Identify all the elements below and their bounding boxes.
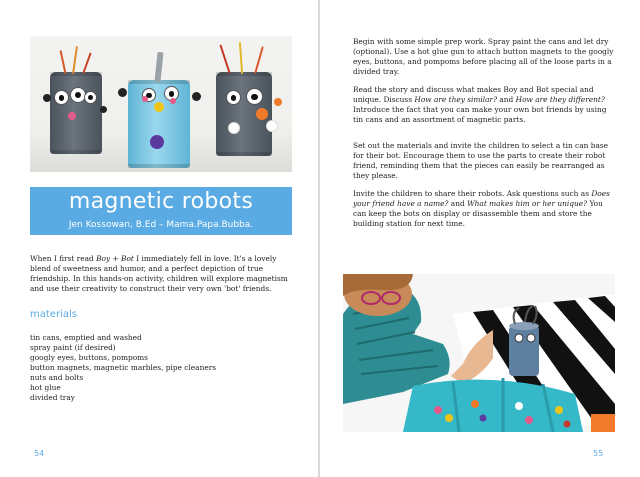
googly-eye bbox=[84, 91, 97, 104]
instruction-paragraph: Invite the children to share their robots. Ask questions such as Does your friend have a name? and What makes him or her unique? You can keep the bots on display or disassemble them and store the building station for next time. bbox=[353, 189, 610, 228]
materials-list bbox=[30, 333, 298, 403]
page-title: magnetic robots bbox=[68, 189, 254, 214]
googly-eye bbox=[54, 90, 69, 105]
googly-eye bbox=[226, 90, 241, 105]
googly-eye bbox=[246, 88, 263, 105]
intro-paragraph: When I first read Boy + Bot I immediately fell in love. It's a lovely blend of sweetness and humor, and a perfect depiction of true friendship. In this hands-on activity, children will explore magnetism and use their creativity to construct their very own 'bot' friends. bbox=[30, 254, 288, 293]
author-byline: Jen Kossowan, B.Ed – Mama.Papa.Bubba. bbox=[68, 220, 254, 230]
instruction-paragraph: Read the story and discuss what makes Boy and Bot special and unique. Discuss How are they similar? and How are they different? Introduce the fact that you can make your own bot friends by using tin cans and an assortment of magnetic parts. bbox=[353, 85, 607, 124]
instruction-paragraph: Begin with some simple prep work. Spray paint the cans and let dry (optional). Use a hot glue gun to attach button magnets to the googly eyes, buttons, and pompoms before placing all of the loose parts in a divided tray. bbox=[353, 37, 614, 76]
list-item: tin cans, emptied and washed bbox=[30, 333, 142, 342]
list-item: spray paint (if desired) bbox=[30, 343, 116, 352]
instructions bbox=[353, 37, 615, 237]
robot-can-left bbox=[50, 72, 102, 154]
list-item: divided tray bbox=[30, 393, 75, 402]
page-number-left: 54 bbox=[34, 449, 45, 458]
robot-can-middle bbox=[128, 80, 190, 168]
child-building-illustration bbox=[343, 274, 615, 432]
materials-heading: materials bbox=[30, 309, 77, 320]
instruction-paragraph: Set out the materials and invite the children to select a tin can base for their bot. Encourage them to use the parts to create their robot friend, reminding them that the pieces can easily be rearranged as they please. bbox=[353, 141, 609, 180]
child-building-photo bbox=[343, 274, 615, 432]
list-item: hot glue bbox=[30, 383, 61, 392]
title-band bbox=[30, 187, 292, 235]
page-number-right: 55 bbox=[593, 449, 604, 458]
list-item: button magnets, magnetic marbles, pipe cleaners bbox=[30, 363, 217, 372]
book-title: Boy + Bot bbox=[96, 254, 134, 263]
robots-photo bbox=[30, 36, 292, 172]
list-item: googly eyes, buttons, pompoms bbox=[30, 353, 148, 362]
list-item: nuts and bolts bbox=[30, 373, 84, 382]
